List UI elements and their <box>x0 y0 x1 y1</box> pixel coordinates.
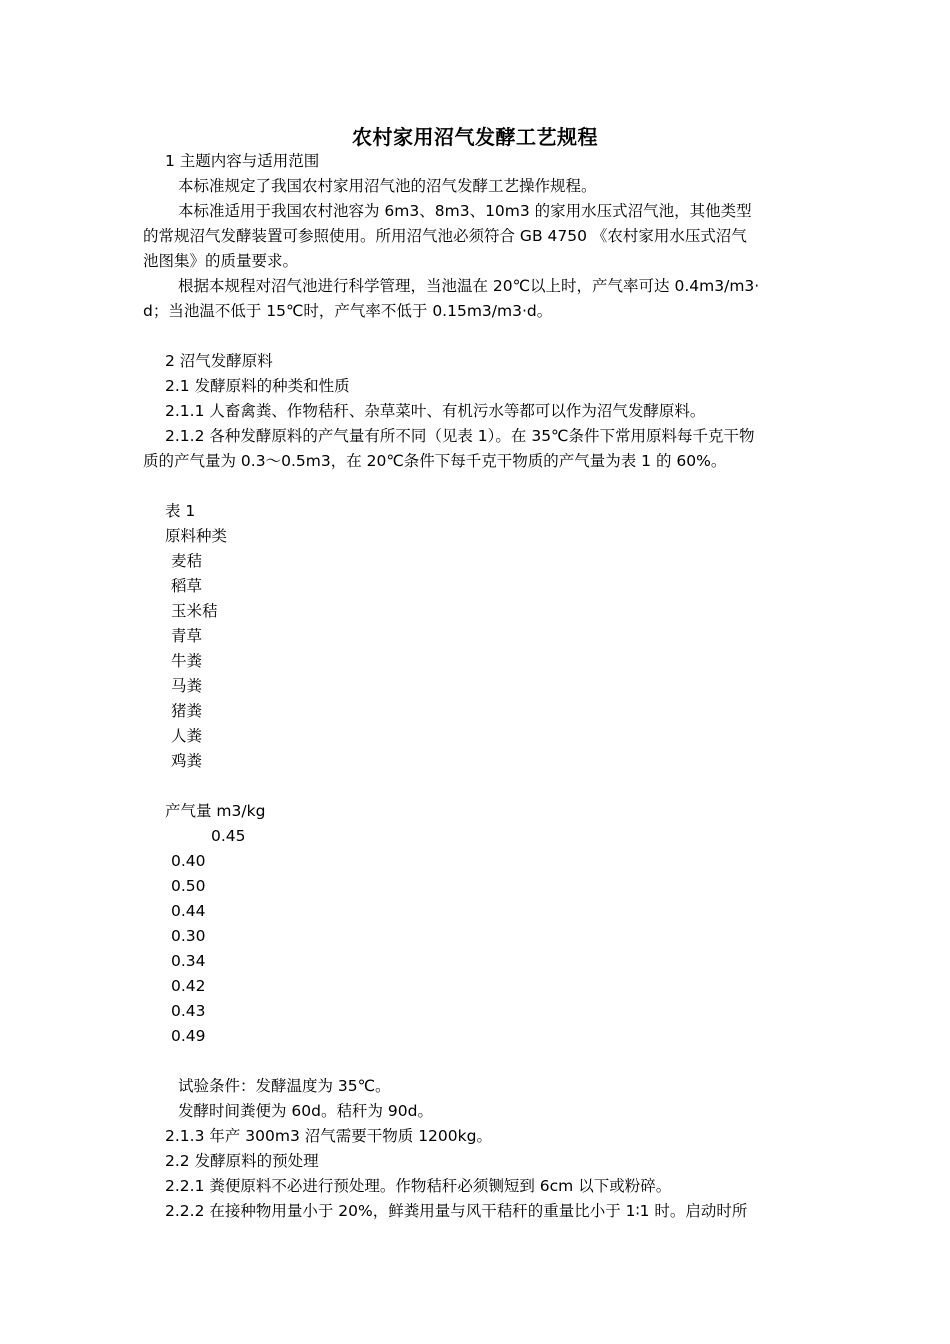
paragraph: 根据本规程对沼气池进行科学管理，当池温在 20℃以上时，产气率可达 0.4m3/m3· <box>178 277 760 295</box>
table-cell-material: 人粪 <box>171 727 203 745</box>
table-cell-material: 玉米秸 <box>171 602 218 620</box>
blank-line <box>143 324 809 349</box>
table-column-header: 原料种类 <box>165 527 228 545</box>
subsection-heading: 2.1 发酵原料的种类和性质 <box>165 377 350 395</box>
clause-continuation: 质的产气量为 0.3～0.5m3，在 20℃条件下每千克干物质的产气量为表 1 的 60%。 <box>143 452 727 470</box>
table-cell-yield: 0.40 <box>171 852 206 870</box>
table-cell-yield: 0.45 <box>211 827 246 845</box>
table-cell-material: 稻草 <box>171 577 203 595</box>
table-cell-material: 麦秸 <box>171 552 203 570</box>
blank-line <box>143 774 809 799</box>
clause: 2.1.3 年产 300m3 沼气需要干物质 1200kg。 <box>165 1127 492 1145</box>
clause: 2.1.2 各种发酵原料的产气量有所不同（见表 1）。在 35℃条件下常用原料每千克干物 <box>165 427 755 445</box>
clause: 2.2.1 粪便原料不必进行预处理。作物秸秆必须铡短到 6cm 以下或粉碎。 <box>165 1177 672 1195</box>
table-cell-material: 鸡粪 <box>171 752 203 770</box>
subsection-heading: 2.2 发酵原料的预处理 <box>165 1152 319 1170</box>
blank-line <box>143 1049 809 1074</box>
table-note: 发酵时间粪便为 60d。秸秆为 90d。 <box>178 1102 433 1120</box>
table-cell-yield: 0.30 <box>171 927 206 945</box>
table-cell-material: 马粪 <box>171 677 203 695</box>
table-cell-yield: 0.34 <box>171 952 206 970</box>
clause: 2.1.1 人畜禽粪、作物秸秆、杂草菜叶、有机污水等都可以作为沼气发酵原料。 <box>165 402 706 420</box>
table-label: 表 1 <box>165 502 196 520</box>
blank-line <box>143 474 809 499</box>
table-cell-yield: 0.50 <box>171 877 206 895</box>
paragraph: 本标准规定了我国农村家用沼气池的沼气发酵工艺操作规程。 <box>178 177 597 195</box>
document-title: 农村家用沼气发酵工艺规程 <box>352 125 598 149</box>
table-cell-material: 猪粪 <box>171 702 203 720</box>
table-cell-material: 牛粪 <box>171 652 203 670</box>
table-cell-yield: 0.44 <box>171 902 206 920</box>
paragraph-continuation: 的常规沼气发酵装置可参照使用。所用沼气池必须符合 GB 4750 《农村家用水压式沼气 <box>143 227 747 245</box>
section-heading: 2 沼气发酵原料 <box>165 352 273 370</box>
table-cell-yield: 0.43 <box>171 1002 206 1020</box>
table-cell-material: 青草 <box>171 627 203 645</box>
paragraph: 本标准适用于我国农村池容为 6m3、8m3、10m3 的家用水压式沼气池，其他类型 <box>178 202 752 220</box>
paragraph-continuation: 池图集》的质量要求。 <box>143 252 299 270</box>
clause: 2.2.2 在接种物用量小于 20%，鲜粪用量与风干秸秆的重量比小于 1∶1 时。启动时所 <box>165 1202 748 1220</box>
paragraph-continuation: d；当池温不低于 15℃时，产气率不低于 0.15m3/m3·d。 <box>143 302 553 320</box>
table-cell-yield: 0.42 <box>171 977 206 995</box>
section-heading: 1 主题内容与适用范围 <box>165 152 320 170</box>
table-note: 试验条件：发酵温度为 35℃。 <box>178 1077 391 1095</box>
document-body <box>143 149 809 1224</box>
table-cell-yield: 0.49 <box>171 1027 206 1045</box>
table-column-header: 产气量 m3/kg <box>165 802 266 820</box>
